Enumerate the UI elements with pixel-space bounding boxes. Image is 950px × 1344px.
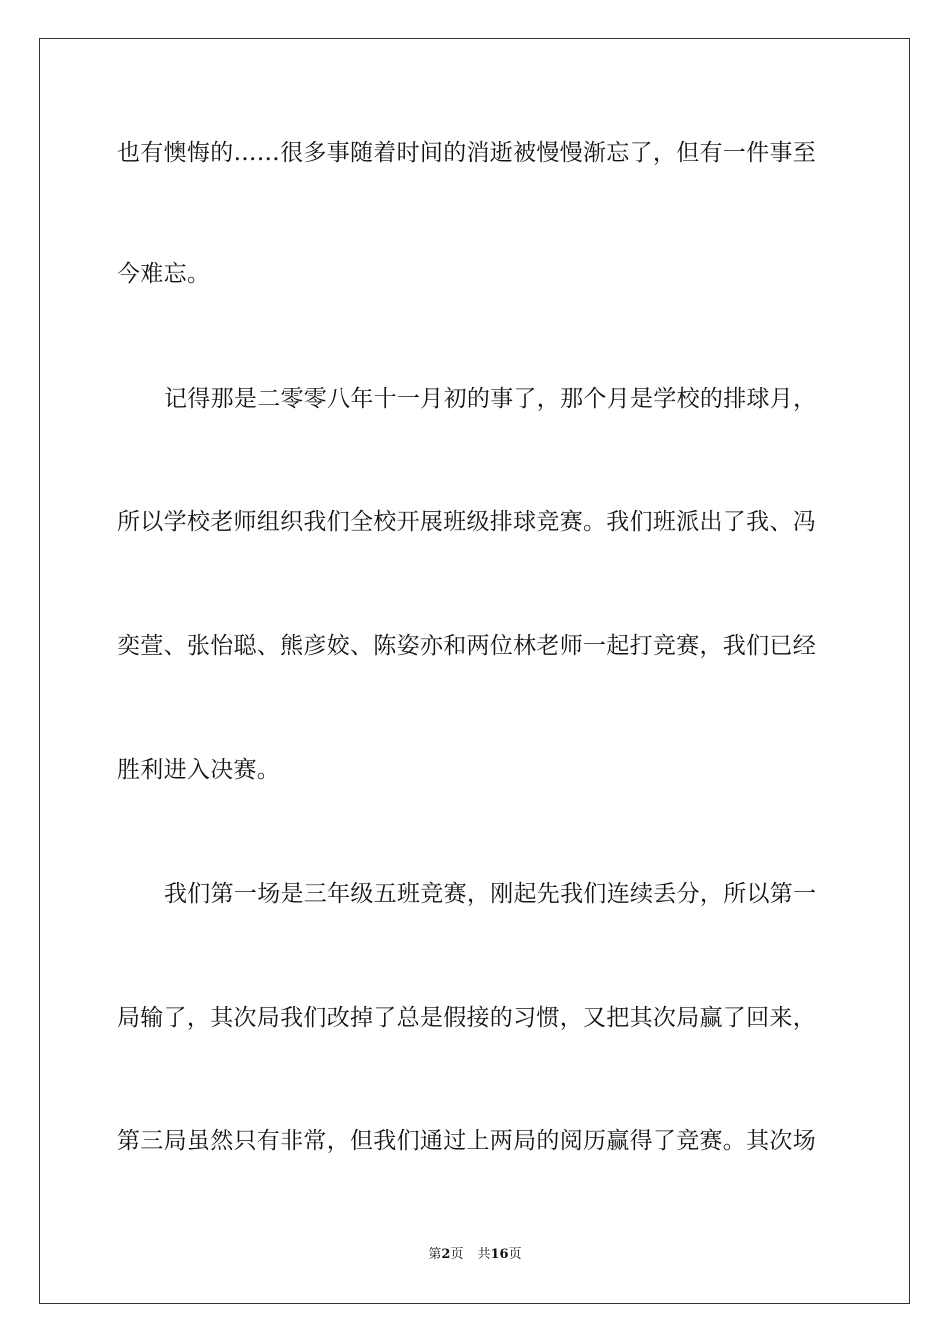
page-prefix: 第 — [428, 1247, 442, 1262]
total-pages: 16 — [490, 1247, 509, 1262]
text-line-4: 所以学校老师组织我们全校开展班级排球竞赛。我们班派出了我、冯 — [117, 509, 816, 535]
text-line-2: 今难忘。 — [117, 261, 211, 287]
text-line-9: 第三局虽然只有非常，但我们通过上两局的阅历赢得了竞赛。其次场 — [117, 1128, 816, 1154]
page-suffix: 页 — [450, 1247, 464, 1262]
page-frame — [39, 38, 910, 1304]
paragraph-start-line-3: 记得那是二零零八年十一月初的事了，那个月是学校的排球月， — [164, 386, 817, 412]
total-prefix: 共 — [477, 1247, 491, 1262]
page-number: 2 — [441, 1247, 451, 1262]
text-line-1: 也有懊悔的……很多事随着时间的消逝被慢慢渐忘了，但有一件事至 — [117, 140, 816, 166]
text-line-8: 局输了，其次局我们改掉了总是假接的习惯，又把其次局赢了回来， — [117, 1005, 816, 1031]
total-suffix: 页 — [508, 1247, 522, 1262]
text-line-6: 胜利进入决赛。 — [117, 757, 281, 783]
paragraph-start-line-7: 我们第一场是三年级五班竞赛，刚起先我们连续丢分，所以第一 — [164, 881, 817, 907]
text-line-5: 奕萱、张怡聪、熊彦姣、陈姿亦和两位林老师一起打竞赛，我们已经 — [117, 633, 816, 659]
page-footer — [0, 1246, 950, 1264]
